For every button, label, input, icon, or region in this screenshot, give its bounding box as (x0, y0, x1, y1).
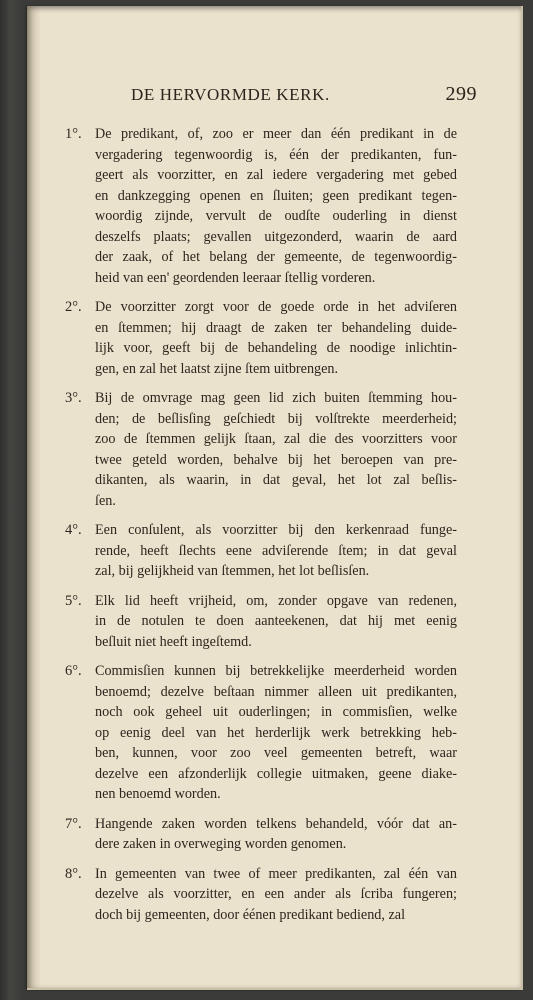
text-line: zoo de ſtemmen gelijk ſtaan, zal die des voorzitters voor (95, 431, 457, 447)
article-1 (65, 124, 457, 288)
text-line: dere zaken in overweging worden genomen. (95, 836, 347, 852)
text-line: doch bij gemeenten, door éénen predikant bediend, zal (95, 906, 406, 923)
article-list (65, 124, 457, 934)
article-8 (65, 864, 457, 926)
text-line: nen benoemd worden. (95, 786, 221, 802)
text-line: In gemeenten van twee of meer predikanten, zal één van (95, 865, 457, 882)
article-text (95, 591, 457, 653)
text-line: benoemd; dezelve beſtaan nimmer alleen uit predikanten, (95, 683, 457, 700)
text-line: beſluit niet heeft ingeſtemd. (95, 633, 252, 650)
text-line: en dankzegging openen en ſluiten; geen predikant tegen- (95, 187, 457, 204)
text-line: lijk voor, geeft bij de behandeling de noodige inlichtin- (95, 340, 457, 356)
article-number: 5°. (65, 592, 82, 609)
article-5 (65, 591, 457, 653)
article-number: 2°. (65, 299, 82, 315)
article-text (95, 297, 457, 379)
article-number: 3°. (65, 390, 82, 406)
text-line: deszelfs plaats; gevallen uitgezonderd, waarin de aard (95, 228, 457, 245)
text-line: op eenig deel van het herderlijk werk betrekking heb- (95, 724, 457, 741)
text-line: geert als voorzitter, en zal iedere vergadering met gebed (95, 167, 457, 183)
text-line: De voorzitter zorgt voor de goede orde in het adviſeren (95, 299, 457, 315)
text-line: twee geteld worden, behalve bij het beroepen van pre- (95, 451, 457, 468)
text-line: ben, kunnen, voor zoo veel gemeenten betreft, waar (95, 745, 457, 761)
text-line: dezelve als voorzitter, en een ander als ſcriba fungeren; (95, 886, 457, 902)
text-line: rende, heeft ſlechts eene adviſerende ſtem; in dat geval (95, 542, 457, 559)
article-6 (65, 661, 457, 805)
text-line: De predikant, of, zoo er meer dan één predikant in de (95, 126, 457, 142)
text-line: Elk lid heeft vrijheid, om, zonder opgave van redenen, (95, 592, 457, 609)
page-number: 299 (445, 83, 477, 105)
text-line: heid van een' geordenden leeraar ſtellig vorderen. (95, 269, 376, 286)
text-line: Commisſien kunnen bij betrekkelijke meerderheid worden (95, 663, 457, 679)
article-text (95, 814, 457, 855)
text-line: gen, en zal het laatst zijne ſtem uitbrengen. (95, 360, 339, 377)
article-3 (65, 388, 457, 511)
text-line: der zaak, of het belang der gemeente, de tegenwoordig- (95, 249, 457, 265)
article-text (95, 520, 457, 582)
article-number: 7°. (65, 815, 82, 832)
text-line: noch ook geheel uit ouderlingen; in commisſien, welke (95, 704, 457, 720)
text-line: ſen. (95, 492, 116, 509)
article-text (95, 864, 457, 926)
article-number: 1°. (65, 126, 82, 142)
text-line: dikanten, als waarin, in dat geval, het lot zal beſlis- (95, 472, 457, 488)
article-text (95, 124, 457, 288)
article-number: 4°. (65, 522, 82, 538)
text-line: in de notulen te doen aanteekenen, dat hij met eenig (95, 613, 457, 629)
article-text (95, 661, 457, 805)
text-line: woordig zijnde, vervult de oudſte ouderling in dienst (95, 208, 457, 224)
text-line: vergadering tegenwoordig is, één der predikanten, fun- (95, 146, 457, 163)
text-line: Een conſulent, als voorzitter bij den kerkenraad funge- (95, 522, 457, 538)
article-number: 8°. (65, 865, 82, 882)
book-page (27, 6, 523, 990)
text-line: den; de beſlisſing geſchiedt bij volſtrekte meerderheid; (95, 410, 457, 427)
text-line: dezelve een afzonderlijk collegie uitmaken, geene diake- (95, 765, 457, 782)
page-header (125, 85, 477, 109)
article-7 (65, 814, 457, 855)
article-2 (65, 297, 457, 379)
text-line: Hangende zaken worden telkens behandeld, vóór dat an- (95, 815, 457, 832)
text-line: en ſtemmen; hij draagt de zaken ter behandeling duide- (95, 319, 457, 336)
article-number: 6°. (65, 663, 82, 679)
article-4 (65, 520, 457, 582)
text-line: Bij de omvrage mag geen lid zich buiten ſtemming hou- (95, 390, 457, 406)
article-text (95, 388, 457, 511)
running-head: DE HERVORMDE KERK. (131, 85, 330, 104)
text-line: zal, bij gelijkheid van ſtemmen, het lot beſlisſen. (95, 563, 370, 579)
